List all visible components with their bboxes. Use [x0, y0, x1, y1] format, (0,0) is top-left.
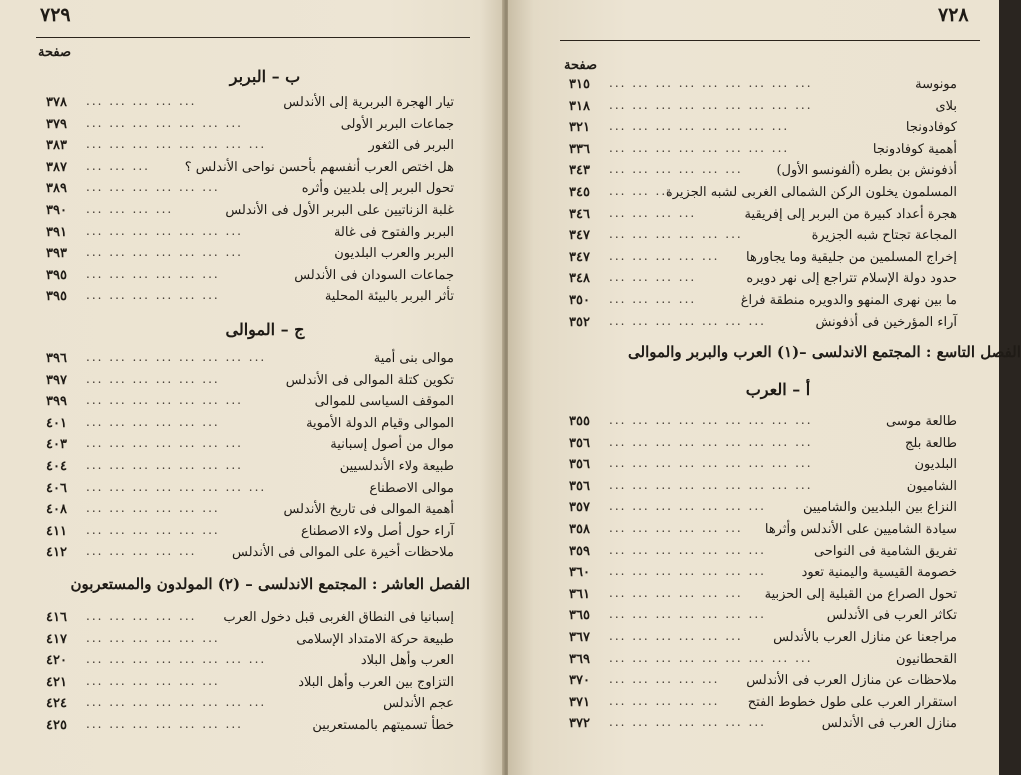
toc-page-number: ٣٥٦ [569, 435, 590, 451]
toc-entry-title: كوفادونجا [905, 120, 957, 136]
toc-entry [563, 292, 963, 314]
toc-page-number: ٤٢٥ [46, 717, 67, 733]
toc-entry [563, 162, 963, 184]
toc-leader-dots: ... ... ... ... ... [86, 94, 197, 108]
toc-page-number: ٣٧٠ [569, 673, 590, 689]
toc-leader-dots: ... ... ... ... ... ... ... ... ... [609, 456, 813, 471]
toc-entry-title: إسبانيا فى النطاق الغربى قبل دخول العرب [223, 610, 454, 625]
toc-entry [563, 314, 963, 336]
toc-entry-title: القحطانيون [896, 651, 957, 667]
toc-leader-dots: ... ... ... [609, 183, 673, 198]
toc-leader-dots: ... ... ... ... ... ... [86, 673, 220, 688]
section-heading: ج – الموالى [225, 320, 305, 339]
toc-entry [563, 499, 963, 521]
toc-page-number: ٤٠٦ [46, 480, 67, 496]
toc-leader-dots: ... ... ... ... ... ... ... [86, 436, 243, 451]
toc-leader-dots: ... ... ... ... ... ... [86, 180, 220, 195]
toc-entry [563, 543, 963, 565]
toc-entry [40, 288, 460, 310]
toc-page-number: ٣٥٩ [569, 543, 590, 559]
toc-entry [563, 98, 963, 120]
toc-entry [40, 180, 460, 202]
toc-entry-title: الموالى وقيام الدولة الأموية [306, 415, 454, 431]
toc-leader-dots: ... ... ... ... ... ... ... [86, 716, 243, 731]
toc-entry-title: تحول الصراع من القبلية إلى الحزبية [764, 586, 957, 602]
toc-page-number: ٣٩٥ [46, 267, 67, 283]
toc-entry-title: جماعات السودان فى الأندلس [294, 267, 454, 283]
toc-page-number: ٣٦١ [569, 586, 590, 602]
toc-leader-dots: ... ... ... ... ... ... ... ... ... [609, 477, 813, 492]
toc-entry-title: التزاوج بين العرب وأهل البلاد [298, 674, 454, 690]
toc-entry-title: البربر فى الثغور [368, 138, 454, 154]
toc-page-number: ٣٧١ [569, 694, 590, 710]
toc-leader-dots: ... ... ... ... ... ... ... [609, 499, 766, 514]
toc-entry [40, 202, 460, 224]
column-header: صفحة [38, 45, 71, 60]
toc-leader-dots: ... ... ... ... ... ... [86, 288, 220, 303]
toc-entry-title: آراء حول أصل ولاء الاصطناع [300, 523, 454, 539]
toc-page-number: ٣٥٠ [569, 292, 590, 308]
toc-entry [40, 267, 460, 289]
toc-leader-dots: ... ... ... ... ... ... ... ... ... [609, 413, 813, 427]
toc-entry [40, 350, 460, 372]
toc-entry-title: حدود دولة الإسلام تتراجع إلى نهر دويره [746, 271, 957, 287]
toc-page-number: ٣٧٨ [46, 95, 67, 110]
page-number: ٧٢٩ [40, 4, 71, 26]
toc-leader-dots: ... ... ... ... ... ... [609, 628, 743, 643]
toc-entry [40, 544, 460, 566]
toc-entry-title: طالعة موسى [885, 414, 957, 429]
toc-entry-title: تيار الهجرة البربرية إلى الأندلس [283, 95, 454, 110]
toc-leader-dots: ... ... ... ... ... [86, 609, 197, 623]
toc-entry-title: النزاع بين البلديين والشاميين [802, 500, 957, 516]
toc-entry [563, 564, 963, 586]
toc-entry [563, 456, 963, 478]
toc-page-number: ٤٢٤ [46, 696, 67, 712]
toc-page-number: ٣٧٩ [46, 116, 67, 132]
toc-entry [40, 717, 460, 739]
toc-entry-title: تفريق الشامية فى النواحى [814, 543, 957, 559]
toc-leader-dots: ... ... ... ... [609, 205, 697, 220]
toc-entry-title: تكاثر العرب فى الأندلس [826, 608, 957, 624]
toc-leader-dots: ... ... ... ... ... ... [86, 371, 220, 386]
toc-page-number: ٣٥٢ [569, 314, 590, 330]
toc-page-number: ٣٤٧ [569, 249, 590, 265]
toc-leader-dots: ... ... ... ... ... ... [609, 162, 743, 177]
toc-entry [40, 480, 460, 502]
toc-entry [40, 631, 460, 653]
toc-entry-title: الموقف السياسى للموالى [314, 394, 454, 410]
toc-entry-title: جماعات البربر الأولى [340, 116, 454, 132]
toc-leader-dots: ... ... ... ... ... ... ... [86, 245, 243, 260]
toc-leader-dots: ... ... ... ... ... ... ... [86, 115, 243, 130]
toc-entry [40, 674, 460, 696]
toc-page-number: ٣٤٥ [569, 184, 590, 200]
toc-entry-title: سيادة الشاميين على الأندلس وأثرها [764, 521, 957, 537]
toc-page-number: ٣٤٧ [569, 228, 590, 244]
section-heading: أ – العرب [745, 380, 811, 399]
toc-entry-title: موالى الاصطناع [369, 480, 454, 496]
toc-entry [40, 436, 460, 458]
toc-entry-title: البربر والعرب البلديون [334, 246, 454, 262]
toc-entry-title: منازل العرب فى الأندلس [821, 716, 957, 732]
toc-page-number: ٣٩٠ [46, 202, 67, 218]
toc-leader-dots: ... ... ... ... ... ... [609, 520, 743, 535]
toc-page-number: ٣٩٥ [46, 289, 67, 305]
toc-entry-title: ملاحظات عن منازل العرب فى الأندلس [746, 673, 957, 689]
toc-page-number: ٣٥٦ [569, 457, 590, 473]
toc-page-number: ٣٢١ [569, 120, 590, 136]
toc-list [40, 94, 460, 310]
toc-entry-title: هل اختص العرب أنفسهم بأحسن نواحى الأندلس ؟ [184, 159, 454, 175]
toc-leader-dots: ... ... ... ... ... ... [86, 630, 220, 645]
toc-page-number: ٣٣٦ [569, 141, 590, 157]
toc-entry-title: تحول البربر إلى بلديين وأثره [301, 181, 454, 197]
toc-page-number: ٤٠٨ [46, 502, 67, 518]
toc-leader-dots: ... ... ... ... ... ... ... ... [609, 140, 790, 155]
toc-leader-dots: ... ... ... ... ... ... ... [609, 564, 766, 579]
toc-entry [40, 458, 460, 480]
toc-entry [40, 393, 460, 415]
page-number: ٧٢٨ [938, 4, 969, 26]
toc-entry [40, 609, 460, 631]
toc-entry-title: أذفونش بن بطره (ألفونسو الأول) [776, 163, 957, 179]
toc-leader-dots: ... ... ... ... ... [609, 248, 720, 263]
toc-page-number: ٤١٦ [46, 610, 67, 625]
toc-entry [563, 478, 963, 500]
toc-page-number: ٤١٢ [46, 545, 67, 561]
toc-leader-dots: ... ... ... ... ... ... ... ... ... [609, 76, 813, 90]
toc-page-number: ٣٧٢ [569, 716, 590, 732]
toc-entry-title: ما بين نهرى المنهو والدويره منطقة فراغ [740, 292, 957, 308]
toc-entry [563, 184, 963, 206]
toc-entry [563, 521, 963, 543]
toc-list [40, 350, 460, 566]
toc-entry [563, 629, 963, 651]
toc-entry-title: استقرار العرب على طول خطوط الفتح [747, 694, 957, 710]
toc-leader-dots: ... ... ... ... ... ... ... [86, 223, 243, 238]
toc-entry [40, 245, 460, 267]
toc-entry-title: المسلمون يخلون الركن الشمالى الغربى لشبه الجزيرة [665, 184, 957, 200]
toc-page-number: ٣٩٧ [46, 372, 67, 388]
toc-page-number: ٣١٨ [569, 98, 590, 114]
toc-entry-title: مراجعنا عن منازل العرب بالأندلس [773, 629, 957, 645]
toc-page-number: ٣٦٠ [569, 565, 590, 581]
toc-entry-title: ملاحظات أخيرة على الموالى فى الأندلس [232, 545, 454, 561]
toc-leader-dots: ... ... ... ... ... ... [86, 501, 220, 516]
toc-page-number: ٤٢٠ [46, 653, 67, 669]
toc-entry-title: هجرة أعداد كبيرة من البربر إلى إفريقية [744, 206, 957, 222]
toc-page-number: ٤٠٤ [46, 458, 67, 474]
toc-page-number: ٣١٥ [569, 77, 590, 92]
section-heading: ب – البربر [229, 67, 301, 86]
toc-page-number: ٣٥٨ [569, 521, 590, 537]
toc-page-number: ٣٦٧ [569, 629, 590, 645]
toc-entry-title: البلديون [914, 457, 957, 473]
toc-leader-dots: ... ... ... ... [609, 270, 697, 285]
toc-leader-dots: ... ... ... ... ... ... ... ... [86, 479, 267, 494]
toc-entry-title: طالعة بلج [905, 435, 957, 451]
toc-entry-title: إخراج المسلمين من جليقية وما يجاورها [746, 249, 957, 265]
toc-entry-title: الشاميون [906, 478, 957, 494]
toc-entry [563, 715, 963, 737]
toc-leader-dots: ... ... ... ... ... [609, 672, 720, 687]
toc-leader-dots: ... ... ... ... ... ... ... ... [86, 350, 267, 364]
toc-page-number: ٤١٧ [46, 631, 67, 647]
toc-entry-title: بلاى [935, 98, 957, 114]
toc-entry [563, 672, 963, 694]
toc-entry [563, 206, 963, 228]
toc-entry-title: تأثر البربر بالبيئة المحلية [324, 289, 454, 305]
toc-entry [563, 141, 963, 163]
toc-page-number: ٣٩٣ [46, 246, 67, 262]
toc-entry [563, 651, 963, 673]
toc-entry-title: طبيعة حركة الامتداد الإسلامى [296, 631, 454, 647]
toc-entry-title: مونوسة [915, 77, 957, 92]
toc-leader-dots: ... ... ... ... ... ... ... [609, 313, 766, 328]
toc-entry [40, 159, 460, 181]
toc-entry [563, 435, 963, 457]
toc-page-number: ٣٩١ [46, 224, 67, 240]
toc-entry [563, 586, 963, 608]
toc-list [40, 609, 460, 739]
toc-leader-dots: ... ... ... ... ... ... ... ... ... [609, 97, 813, 112]
toc-page-number: ٤١١ [46, 523, 67, 539]
toc-entry [563, 270, 963, 292]
toc-leader-dots: ... ... ... ... ... ... ... [86, 457, 243, 472]
toc-entry-title: طبيعة ولاء الأندلسيين [339, 458, 454, 474]
toc-entry [563, 249, 963, 271]
toc-entry [40, 224, 460, 246]
toc-entry [40, 695, 460, 717]
toc-page-number: ٤٠١ [46, 415, 67, 431]
chapter-title: الفصل التاسع : المجتمع الاندلسى –(١) العرب والبربر والموالى [628, 343, 1021, 361]
toc-entry [563, 694, 963, 716]
toc-entry [563, 76, 963, 98]
toc-entry [40, 137, 460, 159]
toc-page-number: ٣٨٧ [46, 159, 67, 175]
toc-entry-title: آراء المؤرخين فى أذفونش [815, 314, 957, 330]
toc-entry [563, 413, 963, 435]
toc-entry [40, 415, 460, 437]
toc-leader-dots: ... ... ... [86, 158, 150, 173]
header-rule [560, 40, 980, 41]
toc-entry [40, 94, 460, 116]
toc-leader-dots: ... ... ... ... ... ... [609, 227, 743, 242]
toc-leader-dots: ... ... ... ... ... ... ... ... [86, 695, 267, 710]
toc-entry [563, 119, 963, 141]
column-header: صفحة [564, 58, 597, 73]
toc-leader-dots: ... ... ... ... ... ... [86, 522, 220, 537]
toc-list [563, 413, 963, 737]
toc-leader-dots: ... ... ... ... ... ... ... [609, 715, 766, 730]
toc-page-number: ٣٨٣ [46, 138, 67, 154]
toc-page-number: ٣٥٦ [569, 478, 590, 494]
toc-page-number: ٣٩٩ [46, 394, 67, 410]
toc-leader-dots: ... ... ... ... ... ... ... ... [609, 119, 790, 134]
toc-entry-title: المجاعة تجتاح شبه الجزيرة [811, 228, 957, 244]
toc-leader-dots: ... ... ... ... ... ... ... [609, 542, 766, 557]
toc-page-number: ٣٦٥ [569, 608, 590, 624]
toc-entry [40, 523, 460, 545]
toc-page-number: ٣٦٩ [569, 651, 590, 667]
header-rule [36, 37, 470, 38]
toc-entry-title: موالى بنى أمية [373, 351, 454, 366]
toc-entry-title: خصومة القيسية واليمنية تعود [801, 565, 957, 581]
toc-list [563, 76, 963, 335]
toc-leader-dots: ... ... ... ... ... ... ... [609, 607, 766, 622]
chapter-title: الفصل العاشر : المجتمع الاندلسى – (٢) المولدون والمستعربون [70, 575, 470, 593]
toc-leader-dots: ... ... ... ... ... ... [609, 585, 743, 600]
toc-entry-title: البربر والفتوح فى غالة [333, 224, 454, 240]
toc-entry-title: أهمية الموالى فى تاريخ الأندلس [283, 502, 454, 518]
toc-entry-title: عجم الأندلس [383, 696, 454, 712]
toc-entry [40, 116, 460, 138]
toc-entry-title: خطأ تسميتهم بالمستعربين [312, 717, 454, 733]
toc-entry [40, 652, 460, 674]
toc-page-number: ٣٤٦ [569, 206, 590, 222]
toc-entry-title: موال من أصول إسبانية [330, 437, 454, 453]
toc-leader-dots: ... ... ... ... ... ... ... ... [86, 137, 267, 152]
toc-entry-title: أهمية كوفادونجا [872, 141, 957, 157]
toc-entry [563, 227, 963, 249]
left-page [0, 0, 506, 775]
toc-leader-dots: ... ... ... ... ... ... ... [86, 393, 243, 408]
toc-page-number: ٤٠٣ [46, 437, 67, 453]
right-page [508, 0, 1021, 775]
toc-page-number: ٣٥٧ [569, 500, 590, 516]
toc-leader-dots: ... ... ... ... ... ... [86, 414, 220, 429]
toc-entry [40, 501, 460, 523]
toc-leader-dots: ... ... ... ... ... ... [86, 266, 220, 281]
toc-page-number: ٤٢١ [46, 674, 67, 690]
toc-page-number: ٣٤٣ [569, 163, 590, 179]
toc-page-number: ٣٩٦ [46, 351, 67, 366]
toc-entry-title: غلبة الزناتيين على البربر الأول فى الأندلس [225, 202, 454, 218]
toc-page-number: ٣٨٩ [46, 181, 67, 197]
toc-entry [563, 607, 963, 629]
toc-entry-title: تكوين كتلة الموالى فى الأندلس [285, 372, 454, 388]
toc-leader-dots: ... ... ... ... [609, 291, 697, 306]
toc-entry [40, 372, 460, 394]
toc-page-number: ٣٥٥ [569, 414, 590, 429]
toc-leader-dots: ... ... ... ... ... [609, 693, 720, 708]
toc-leader-dots: ... ... ... ... [86, 201, 174, 216]
toc-leader-dots: ... ... ... ... ... ... ... ... ... [609, 650, 813, 665]
toc-leader-dots: ... ... ... ... ... ... ... ... ... [609, 434, 813, 449]
toc-page-number: ٣٤٨ [569, 271, 590, 287]
toc-leader-dots: ... ... ... ... ... ... ... ... [86, 652, 267, 667]
toc-entry-title: العرب وأهل البلاد [360, 653, 454, 669]
toc-leader-dots: ... ... ... ... ... [86, 544, 197, 559]
